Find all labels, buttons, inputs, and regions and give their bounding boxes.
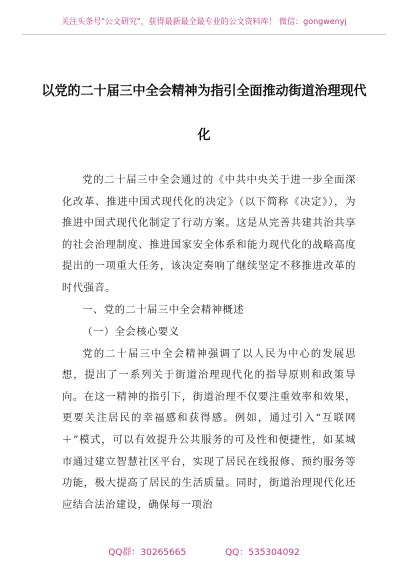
paragraph-body: 党的二十届三中全会精神强调了以人民为中心的发展思想，提出了一系列关于街道治理现代化的指导原则和政策导向。在这一精神的指引下，街道治理不仅要注重效率和效果，更要关注居民的幸福感和获得感。例如，通过引入“互联网＋”模式，可以有效提升公共服务的可及性和便捷性，如某城市通过建立智慧社区平台，实现了居民在线报修、预约服务等功能，极大提高了居民的生活质量。同时，街道治理现代化还应结合法治建设，确保每一项治	[62, 348, 356, 511]
footer-qq: QQ：535304092	[225, 548, 300, 558]
footer-qq-group: QQ群：30265665	[108, 548, 187, 558]
document-title-line1: 以党的二十届三中全会精神为指引全面推动街道治理现代	[41, 84, 367, 99]
document-title-line2: 化	[197, 128, 211, 143]
header-divider	[22, 34, 386, 35]
footer	[0, 545, 408, 558]
subsection-heading: （一）全会核心要义	[82, 326, 180, 338]
header-promo-text: 关注头条号"公文研究"，获得最新最全最专业的公文资料库！ 微信：gongwenyj	[61, 17, 347, 26]
document-body	[62, 170, 356, 516]
section-heading: 一、党的二十届三中全会精神概述	[82, 304, 245, 316]
paragraph-intro: 党的二十届三中全会通过的《中共中央关于进一步全面深化改革、推进中国式现代化的决定》（以下简称《决定》），为推进中国式现代化制定了行动方案。这是从完善共建共治共享的社会治理制度、推进国家安全体系和能力现代化的战略高度提出的一项重大任务，该决定奏响了继续坚定不移推进改革的时代强音。	[62, 175, 356, 294]
